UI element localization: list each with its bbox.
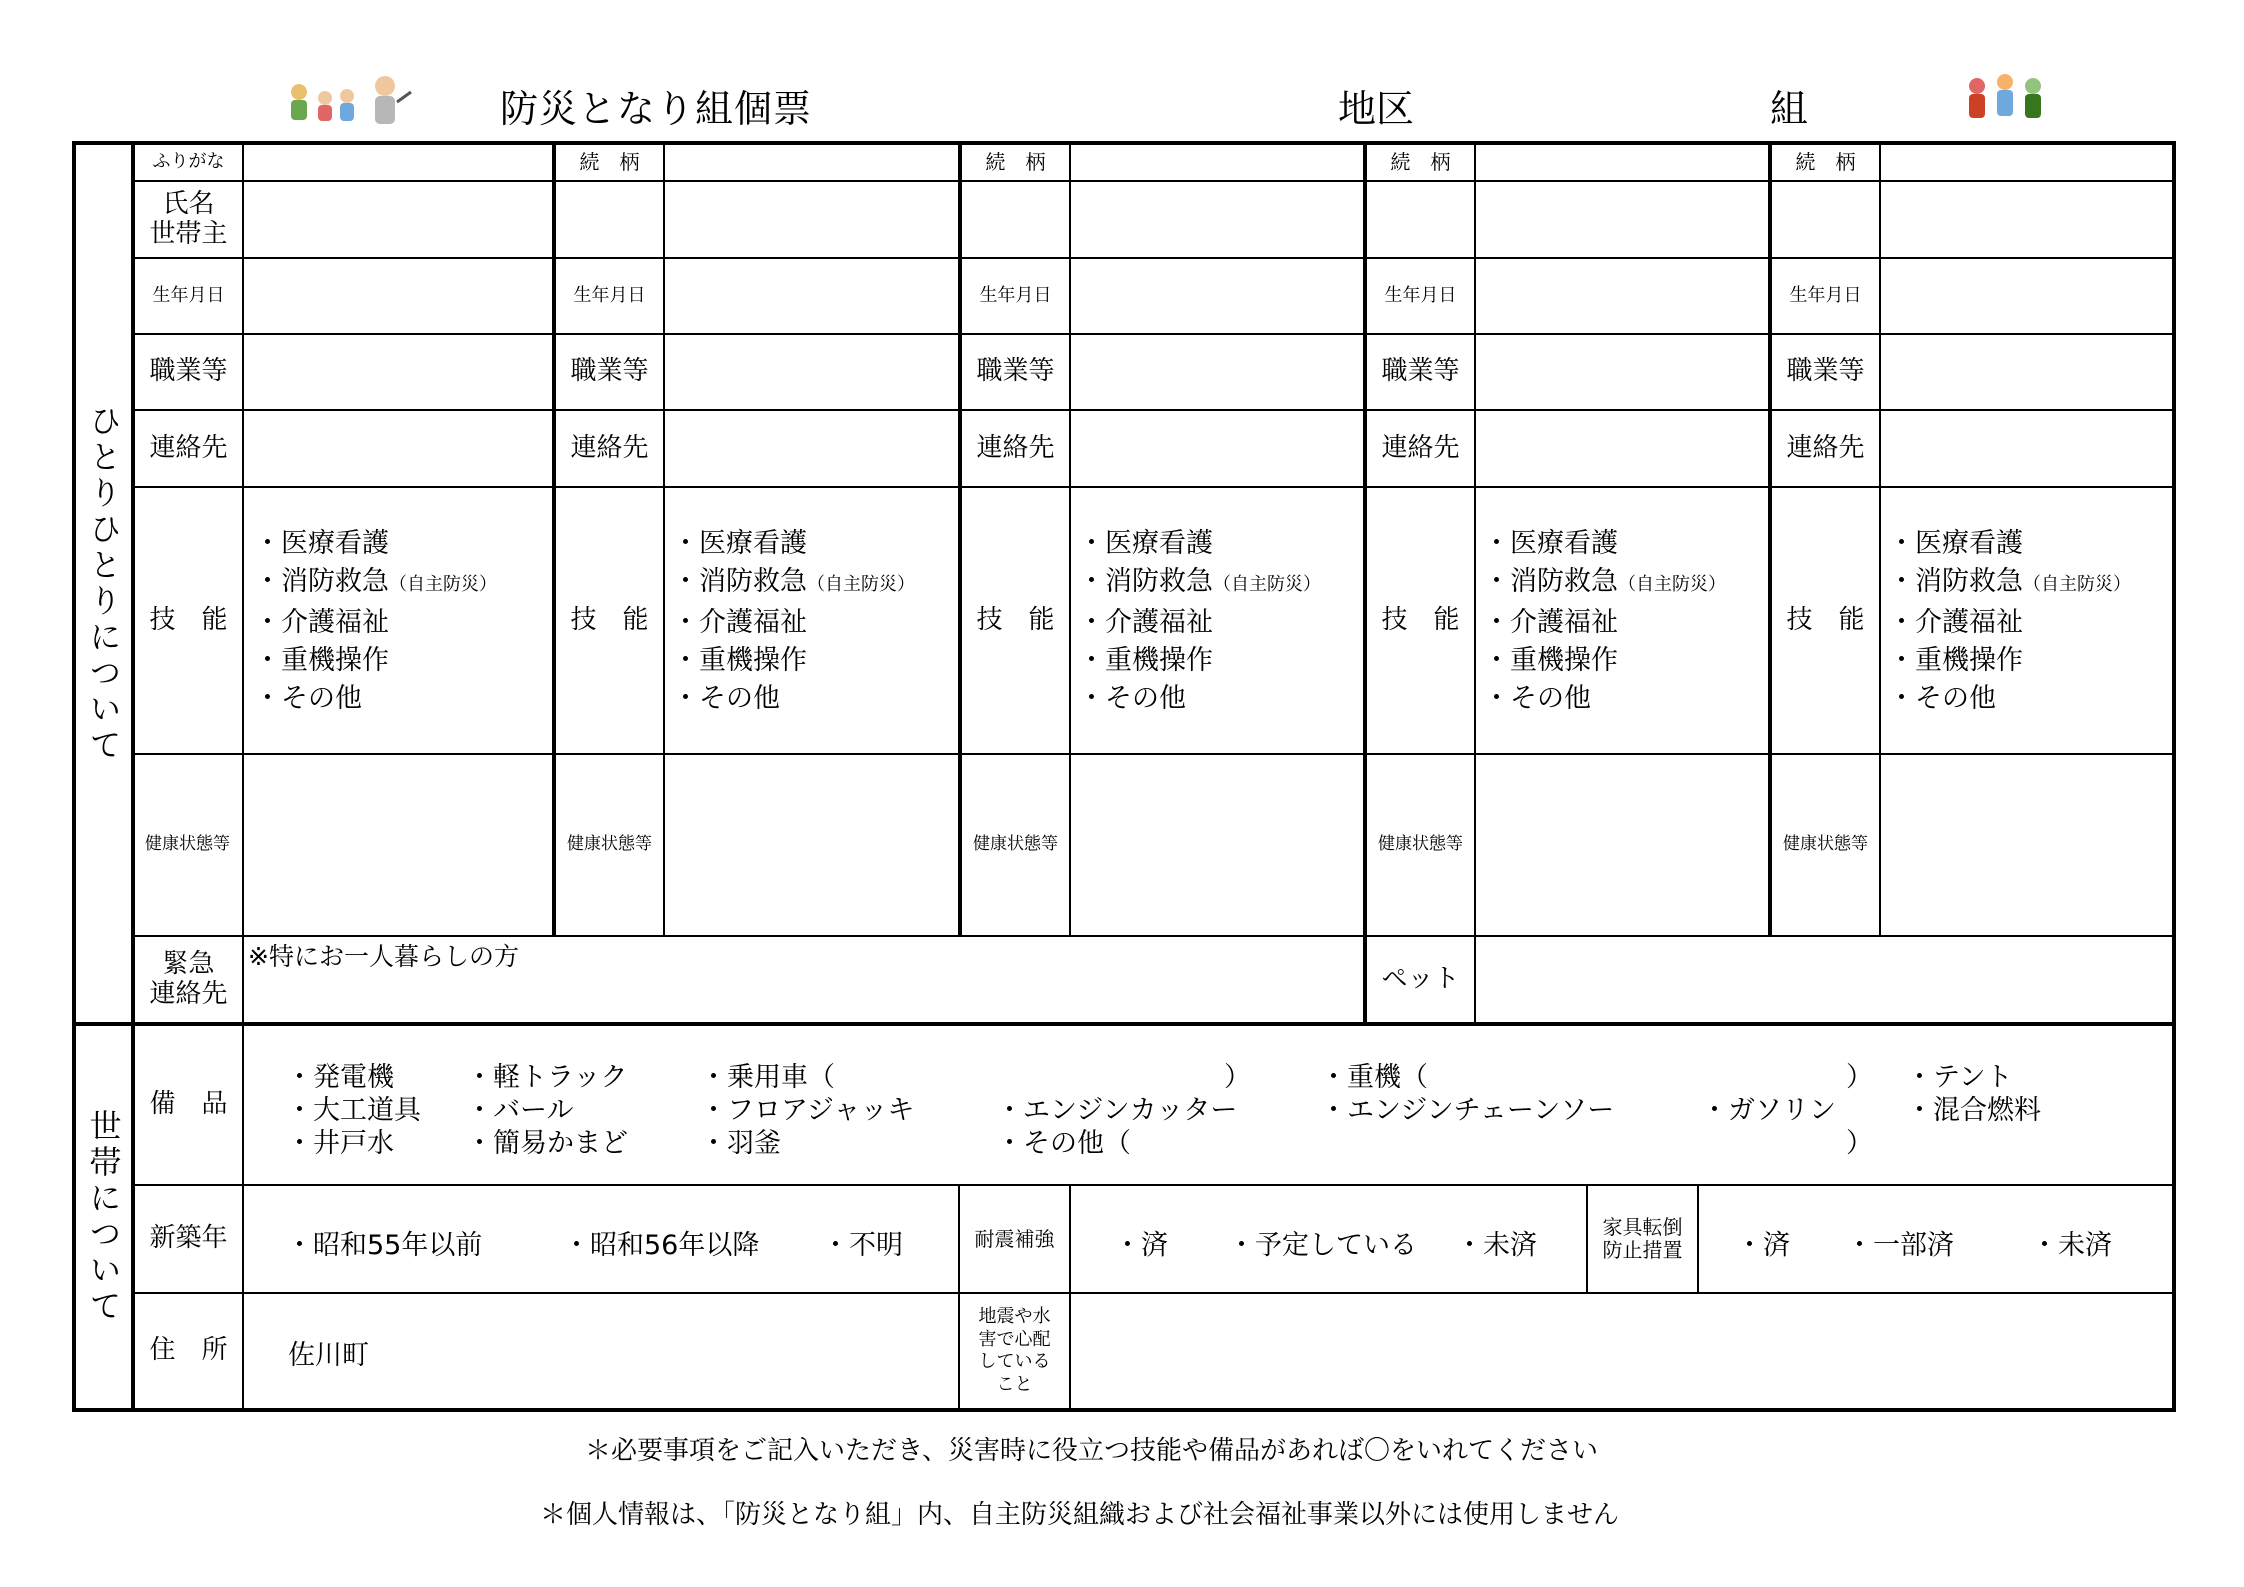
disaster-concerns-label: 地震や水害で心配していること [978, 1306, 1051, 1395]
skills-label: 技 能 [1381, 604, 1460, 635]
seismic-not-done[interactable]: ・未済 [1456, 1230, 1537, 1261]
skill-welfare[interactable]: ・介護福祉 [254, 607, 389, 638]
family-illustration-icon [285, 72, 415, 134]
name-label: 氏名 [162, 188, 215, 219]
seismic-done[interactable]: ・済 [1114, 1230, 1168, 1261]
skill-heavy-machinery[interactable]: ・重機操作 [1483, 645, 1618, 676]
children-illustration-icon [1955, 72, 2055, 134]
equip-heavy-machine-close: ） [1846, 1062, 1873, 1093]
equip-generator[interactable]: ・発電機 [286, 1062, 394, 1093]
construction-unknown[interactable]: ・不明 [822, 1230, 903, 1261]
skill-heavy-machinery[interactable]: ・重機操作 [1078, 645, 1213, 676]
skill-heavy-machinery[interactable]: ・重機操作 [254, 645, 389, 676]
skill-fire-rescue[interactable]: ・消防救急（自主防災） [672, 566, 915, 597]
equip-car[interactable]: ・乗用車（ [700, 1062, 835, 1093]
equip-other-close: ） [1846, 1128, 1873, 1159]
skill-fire-rescue[interactable]: ・消防救急（自主防災） [1888, 566, 2131, 597]
contact-label: 連絡先 [149, 432, 228, 463]
skills-label: 技 能 [976, 604, 1055, 635]
skills-label: 技 能 [1786, 604, 1865, 635]
footnote-instructions: ＊必要事項をご記入いただき、災害時に役立つ技能や備品があれば〇をいれてください [585, 1436, 1598, 1466]
skill-welfare[interactable]: ・介護福祉 [1078, 607, 1213, 638]
occupation-label: 職業等 [1381, 356, 1460, 387]
form-header [0, 78, 2244, 138]
skill-welfare[interactable]: ・介護福祉 [1483, 607, 1618, 638]
equip-gasoline[interactable]: ・ガソリン [1701, 1095, 1836, 1126]
district-label: 地区 [1338, 87, 1415, 131]
occupation-label: 職業等 [570, 356, 649, 387]
occupation-label: 職業等 [976, 356, 1055, 387]
skill-other[interactable]: ・その他 [1078, 683, 1186, 714]
equip-chainsaw[interactable]: ・エンジンチェーンソー [1320, 1095, 1615, 1126]
seismic-reinforcement-label: 耐震補強 [974, 1226, 1055, 1251]
skill-other[interactable]: ・その他 [1483, 683, 1591, 714]
equip-well-water[interactable]: ・井戸水 [286, 1128, 394, 1159]
name-householder-label [135, 182, 242, 257]
equip-simple-stove[interactable]: ・簡易かまど [466, 1128, 628, 1159]
furigana-label: ふりがな [152, 151, 225, 173]
skill-options [1483, 525, 1726, 718]
skill-other[interactable]: ・その他 [672, 683, 780, 714]
skill-heavy-machinery[interactable]: ・重機操作 [672, 645, 807, 676]
skills-label: 技 能 [570, 604, 649, 635]
equip-car-close: ） [1224, 1062, 1251, 1093]
relation-label: 続 柄 [579, 150, 640, 174]
birthdate-label: 生年月日 [1789, 284, 1862, 306]
birthdate-label: 生年月日 [979, 284, 1052, 306]
construction-year-label: 新築年 [149, 1223, 228, 1254]
birthdate-label: 生年月日 [152, 284, 225, 306]
skill-medical[interactable]: ・医療看護 [1888, 528, 2023, 559]
health-label: 健康状態等 [1783, 834, 1868, 855]
health-label: 健康状態等 [567, 834, 652, 855]
equip-floor-jack[interactable]: ・フロアジャッキ [700, 1095, 915, 1126]
address-label: 住 所 [149, 1335, 228, 1366]
skill-fire-rescue[interactable]: ・消防救急（自主防災） [1483, 566, 1726, 597]
contact-label: 連絡先 [976, 432, 1055, 463]
footnote-privacy: ＊個人情報は、「防災となり組」内、自主防災組織および社会福祉事業以外には使用しません [540, 1500, 1620, 1530]
furniture-partial[interactable]: ・一部済 [1846, 1230, 1954, 1261]
skill-welfare[interactable]: ・介護福祉 [672, 607, 807, 638]
relation-label: 続 柄 [1795, 150, 1856, 174]
skill-other[interactable]: ・その他 [1888, 683, 1996, 714]
skill-other[interactable]: ・その他 [254, 683, 362, 714]
equip-heavy-machine[interactable]: ・重機（ [1320, 1062, 1428, 1093]
skill-medical[interactable]: ・医療看護 [672, 528, 807, 559]
birthdate-label: 生年月日 [573, 284, 646, 306]
section-label-household: 世帯について [84, 1109, 123, 1325]
skill-fire-rescue[interactable]: ・消防救急（自主防災） [1078, 566, 1321, 597]
skill-options [672, 525, 915, 718]
skill-welfare[interactable]: ・介護福祉 [1888, 607, 2023, 638]
skill-options [1078, 525, 1321, 718]
pet-label: ペット [1381, 963, 1460, 994]
emergency-contact-label: 緊急 連絡先 [149, 948, 228, 1009]
birthdate-label: 生年月日 [1384, 284, 1457, 306]
equip-engine-cutter[interactable]: ・エンジンカッター [996, 1095, 1238, 1126]
equip-crowbar[interactable]: ・バール [466, 1095, 574, 1126]
equip-mixed-fuel[interactable]: ・混合燃料 [1906, 1095, 2041, 1126]
construction-after-s56[interactable]: ・昭和56年以降 [563, 1230, 760, 1261]
equip-carpentry-tools[interactable]: ・大工道具 [286, 1095, 421, 1126]
equip-light-truck[interactable]: ・軽トラック [466, 1062, 628, 1093]
equip-rice-pot[interactable]: ・羽釜 [700, 1128, 781, 1159]
occupation-label: 職業等 [149, 356, 228, 387]
health-label: 健康状態等 [145, 834, 230, 855]
furniture-done[interactable]: ・済 [1736, 1230, 1790, 1261]
occupation-label: 職業等 [1786, 356, 1865, 387]
equip-other[interactable]: ・その他（ [996, 1128, 1131, 1159]
health-label: 健康状態等 [973, 834, 1058, 855]
health-label: 健康状態等 [1378, 834, 1463, 855]
skill-medical[interactable]: ・医療看護 [254, 528, 389, 559]
seismic-planned[interactable]: ・予定している [1228, 1230, 1417, 1261]
construction-before-s55[interactable]: ・昭和55年以前 [286, 1230, 483, 1261]
emergency-note: ※特にお一人暮らしの方 [248, 942, 519, 971]
relation-label: 続 柄 [1390, 150, 1451, 174]
group-label: 組 [1770, 87, 1809, 131]
skill-heavy-machinery[interactable]: ・重機操作 [1888, 645, 2023, 676]
furniture-not-done[interactable]: ・未済 [2031, 1230, 2112, 1261]
skill-options [254, 525, 497, 718]
contact-label: 連絡先 [570, 432, 649, 463]
equip-tent[interactable]: ・テント [1906, 1062, 2013, 1093]
contact-label: 連絡先 [1786, 432, 1865, 463]
skill-medical[interactable]: ・医療看護 [1483, 528, 1618, 559]
householder-label: 世帯主 [149, 218, 228, 249]
address-value[interactable]: 佐川町 [288, 1340, 369, 1371]
section-label-individual: ひとりひとりについて [84, 403, 123, 764]
skill-options [1888, 525, 2131, 718]
skill-fire-rescue[interactable]: ・消防救急（自主防災） [254, 566, 497, 597]
equipment-label: 備 品 [149, 1089, 228, 1120]
relation-label: 続 柄 [985, 150, 1046, 174]
skill-medical[interactable]: ・医療看護 [1078, 528, 1213, 559]
furniture-fall-prevention-label: 家具転倒 防止措置 [1602, 1215, 1683, 1262]
contact-label: 連絡先 [1381, 432, 1460, 463]
disaster-neighborhood-form [72, 141, 2176, 1412]
form-title: 防災となり組個票 [500, 87, 813, 131]
skills-label: 技 能 [149, 604, 228, 635]
